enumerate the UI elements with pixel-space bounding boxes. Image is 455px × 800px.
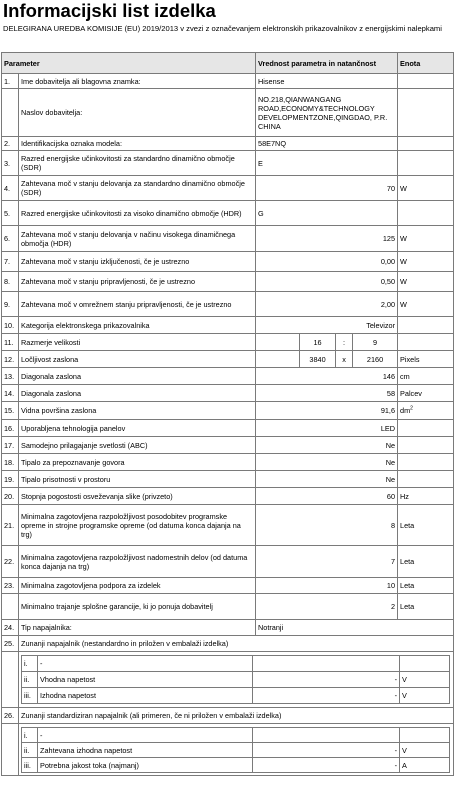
row-number: 26. xyxy=(2,708,19,724)
sub-unit xyxy=(400,728,450,743)
row-unit xyxy=(398,454,454,471)
sub-value xyxy=(253,656,400,672)
table-row xyxy=(2,201,454,226)
row-label: Ločljivost zaslona xyxy=(19,351,256,368)
row-number: 1. xyxy=(2,74,19,89)
sub-value: - xyxy=(253,672,400,688)
aspect-ratio-height: 9 xyxy=(353,334,398,351)
row-label: Vidna površina zaslona xyxy=(19,402,256,420)
row-unit xyxy=(398,471,454,488)
row-unit: Leta xyxy=(398,546,454,578)
sub-number: ii. xyxy=(22,672,38,688)
row-label: Samodejno prilagajanje svetlosti (ABC) xyxy=(19,437,256,454)
row-label: Zahtevana moč v stanju pripravljenosti, če je ustrezno xyxy=(19,272,256,292)
row-unit xyxy=(398,402,454,420)
header-unit: Enota xyxy=(398,53,454,74)
table-row xyxy=(2,594,454,620)
row-label: Zahtevana moč v stanju delovanja za standardno dinamično območje (SDR) xyxy=(19,176,256,201)
table-row xyxy=(2,724,454,776)
resolution-separator: x xyxy=(336,351,353,368)
row-value: Ne xyxy=(256,437,398,454)
row-label: Tipalo za prepoznavanje govora xyxy=(19,454,256,471)
list-item xyxy=(22,688,450,704)
row-number: 13. xyxy=(2,368,19,385)
table-row xyxy=(2,546,454,578)
table-row xyxy=(2,708,454,724)
row-unit xyxy=(398,201,454,226)
row-value-spacer xyxy=(256,334,300,351)
row-unit xyxy=(398,334,454,351)
table-row xyxy=(2,636,454,652)
table-row xyxy=(2,368,454,385)
table-row xyxy=(2,402,454,420)
row-unit: W xyxy=(398,176,454,201)
row-number: 23. xyxy=(2,578,19,594)
row-value: LED xyxy=(256,420,398,437)
row-number: 19. xyxy=(2,471,19,488)
row-number: 8. xyxy=(2,272,19,292)
resolution-width: 3840 xyxy=(300,351,336,368)
row-label: Tipalo prisotnosti v prostoru xyxy=(19,471,256,488)
row-unit xyxy=(398,137,454,151)
row-number: 11. xyxy=(2,334,19,351)
row-unit xyxy=(398,420,454,437)
parameter-table xyxy=(1,52,454,776)
row-number xyxy=(2,724,19,776)
table-row xyxy=(2,385,454,402)
table-header-row xyxy=(2,53,454,74)
resolution-height: 2160 xyxy=(353,351,398,368)
row-number xyxy=(2,652,19,708)
table-row xyxy=(2,505,454,546)
table-row xyxy=(2,334,454,351)
table-row xyxy=(2,437,454,454)
row-label: Minimalno trajanje splošne garancije, ki jo ponuja dobavitelj xyxy=(19,594,256,620)
table-row xyxy=(2,176,454,201)
row-unit: Leta xyxy=(398,594,454,620)
row-number xyxy=(2,594,19,620)
row-label: Zahtevana moč v omrežnem stanju pripravljenosti, če je ustrezno xyxy=(19,292,256,317)
table-row xyxy=(2,488,454,505)
row-value: 2 xyxy=(256,594,398,620)
aspect-ratio-separator: : xyxy=(336,334,353,351)
table-row xyxy=(2,292,454,317)
row-label: Zahtevana moč v stanju izključenosti, če je ustrezno xyxy=(19,252,256,272)
row-value: 70 xyxy=(256,176,398,201)
row-value: Notranji xyxy=(256,620,454,636)
row-unit: Leta xyxy=(398,578,454,594)
sub-number: i. xyxy=(22,728,38,743)
row-value: Hisense xyxy=(256,74,398,89)
row-label: Minimalna zagotovljena razpoložljivost nadomestnih delov (od datuma konca dajanja na trg) xyxy=(19,546,256,578)
table-row xyxy=(2,620,454,636)
row-value: 58 xyxy=(256,385,398,402)
aspect-ratio-width: 16 xyxy=(300,334,336,351)
sub-unit xyxy=(400,656,450,672)
table-row xyxy=(2,351,454,368)
row-label: Naslov dobavitelja: xyxy=(19,89,256,137)
row-value: Ne xyxy=(256,471,398,488)
row-unit: Pixels xyxy=(398,351,454,368)
row-label: Kategorija elektronskega prikazovalnika xyxy=(19,317,256,334)
row-value: 0,00 xyxy=(256,252,398,272)
row-label: Razred energijske učinkovitosti za standardno dinamično območje (SDR) xyxy=(19,151,256,176)
row-unit xyxy=(398,317,454,334)
row-number: 17. xyxy=(2,437,19,454)
row-unit xyxy=(398,74,454,89)
row-label: Minimalna zagotovljena razpoložljivost posodobitev programske opreme in strojne programske opreme (od datuma konca dajanja na trg) xyxy=(19,505,256,546)
row-unit xyxy=(398,151,454,176)
sub-label: - xyxy=(38,728,253,743)
list-item xyxy=(22,656,450,672)
row-value: 60 xyxy=(256,488,398,505)
sub-value xyxy=(253,728,400,743)
page-title: Informacijski list izdelka xyxy=(3,0,216,21)
row-number: 6. xyxy=(2,226,19,252)
list-item xyxy=(22,672,450,688)
table-row xyxy=(2,317,454,334)
row-number: 24. xyxy=(2,620,19,636)
row-number xyxy=(2,89,19,137)
row-label: Diagonala zaslona xyxy=(19,368,256,385)
row-number: 5. xyxy=(2,201,19,226)
standard-psu-subtable xyxy=(21,727,450,773)
row-label: Diagonala zaslona xyxy=(19,385,256,402)
sub-number: iii. xyxy=(22,758,38,773)
row-number: 10. xyxy=(2,317,19,334)
row-number: 21. xyxy=(2,505,19,546)
row-number: 7. xyxy=(2,252,19,272)
row-unit xyxy=(398,89,454,137)
sub-value: - xyxy=(253,758,400,773)
table-row xyxy=(2,471,454,488)
regulation-subtitle: DELEGIRANA UREDBA KOMISIJE (EU) 2019/2013 v zvezi z označevanjem elektronskih prikazovalnikov z energijskimi nalepkami xyxy=(3,24,442,33)
row-number: 2. xyxy=(2,137,19,151)
sub-label: Vhodna napetost xyxy=(38,672,253,688)
row-unit: Hz xyxy=(398,488,454,505)
table-row xyxy=(2,578,454,594)
row-unit: cm xyxy=(398,368,454,385)
row-number: 9. xyxy=(2,292,19,317)
sub-label: Zahtevana izhodna napetost xyxy=(38,743,253,758)
row-label: Minimalna zagotovljena podpora za izdelek xyxy=(19,578,256,594)
table-row xyxy=(2,89,454,137)
row-number: 20. xyxy=(2,488,19,505)
row-unit: Palcev xyxy=(398,385,454,402)
external-psu-subtable-cell xyxy=(19,652,454,708)
row-value: 146 xyxy=(256,368,398,385)
row-number: 4. xyxy=(2,176,19,201)
row-unit: W xyxy=(398,292,454,317)
sub-number: i. xyxy=(22,656,38,672)
sub-label: Izhodna napetost xyxy=(38,688,253,704)
row-value: Televizor xyxy=(256,317,398,334)
external-psu-subtable xyxy=(21,655,450,704)
table-row xyxy=(2,652,454,708)
model-identifier: 58E7NQ xyxy=(256,137,398,151)
unit-text: dm xyxy=(400,406,411,415)
row-label: Stopnja pogostosti osveževanja slike (privzeto) xyxy=(19,488,256,505)
row-value: 125 xyxy=(256,226,398,252)
table-row xyxy=(2,420,454,437)
row-number: 14. xyxy=(2,385,19,402)
row-value: Ne xyxy=(256,454,398,471)
row-value: 91,6 xyxy=(256,402,398,420)
row-number: 16. xyxy=(2,420,19,437)
header-parameter: Parameter xyxy=(2,53,256,74)
row-label: Tip napajalnika: xyxy=(19,620,256,636)
row-unit xyxy=(398,437,454,454)
table-row xyxy=(2,272,454,292)
sub-unit: V xyxy=(400,688,450,704)
sub-number: ii. xyxy=(22,743,38,758)
row-value: G xyxy=(256,201,398,226)
row-value: 8 xyxy=(256,505,398,546)
row-number: 25. xyxy=(2,636,19,652)
row-number: 22. xyxy=(2,546,19,578)
row-label: Uporabljena tehnologija panelov xyxy=(19,420,256,437)
sub-unit: A xyxy=(400,758,450,773)
row-label: Identifikacijska oznaka modela: xyxy=(19,137,256,151)
list-item xyxy=(22,728,450,743)
row-number: 15. xyxy=(2,402,19,420)
sub-label: Potrebna jakost toka (najmanj) xyxy=(38,758,253,773)
row-label: Ime dobavitelja ali blagovna znamka: xyxy=(19,74,256,89)
row-value: E xyxy=(256,151,398,176)
supplier-address: NO.218,QIANWANGANG ROAD,ECONOMY&TECHNOLOGY DEVELOPMENTZONE,QINGDAO, P.R. CHINA xyxy=(256,89,398,137)
row-label: Razmerje velikosti xyxy=(19,334,256,351)
row-unit: Leta xyxy=(398,505,454,546)
row-label: Zunanji napajalnik (nestandardno in priložen v embalaži izdelka) xyxy=(19,636,454,652)
row-label: Zahtevana moč v stanju delovanja v načinu visokega dinamičnega območja (HDR) xyxy=(19,226,256,252)
sub-unit: V xyxy=(400,672,450,688)
list-item xyxy=(22,743,450,758)
sub-label: - xyxy=(38,656,253,672)
row-value: 7 xyxy=(256,546,398,578)
row-value: 0,50 xyxy=(256,272,398,292)
unit-superscript: 2 xyxy=(410,405,413,412)
row-value: 10 xyxy=(256,578,398,594)
sub-value: - xyxy=(253,743,400,758)
sub-value: - xyxy=(253,688,400,704)
list-item xyxy=(22,758,450,773)
standard-psu-subtable-cell xyxy=(19,724,454,776)
table-row xyxy=(2,454,454,471)
row-number: 12. xyxy=(2,351,19,368)
row-value-spacer xyxy=(256,351,300,368)
row-label: Razred energijske učinkovitosti za visoko dinamično območje (HDR) xyxy=(19,201,256,226)
row-number: 3. xyxy=(2,151,19,176)
table-row xyxy=(2,226,454,252)
row-unit: W xyxy=(398,226,454,252)
sub-unit: V xyxy=(400,743,450,758)
row-number: 18. xyxy=(2,454,19,471)
table-row xyxy=(2,252,454,272)
header-value: Vrednost parametra in natančnost xyxy=(256,53,398,74)
row-unit: W xyxy=(398,252,454,272)
table-row xyxy=(2,151,454,176)
row-label: Zunanji standardiziran napajalnik (ali primeren, če ni priložen v embalaži izdelka) xyxy=(19,708,454,724)
row-unit: W xyxy=(398,272,454,292)
sub-number: iii. xyxy=(22,688,38,704)
table-row xyxy=(2,74,454,89)
table-row xyxy=(2,137,454,151)
row-value: 2,00 xyxy=(256,292,398,317)
